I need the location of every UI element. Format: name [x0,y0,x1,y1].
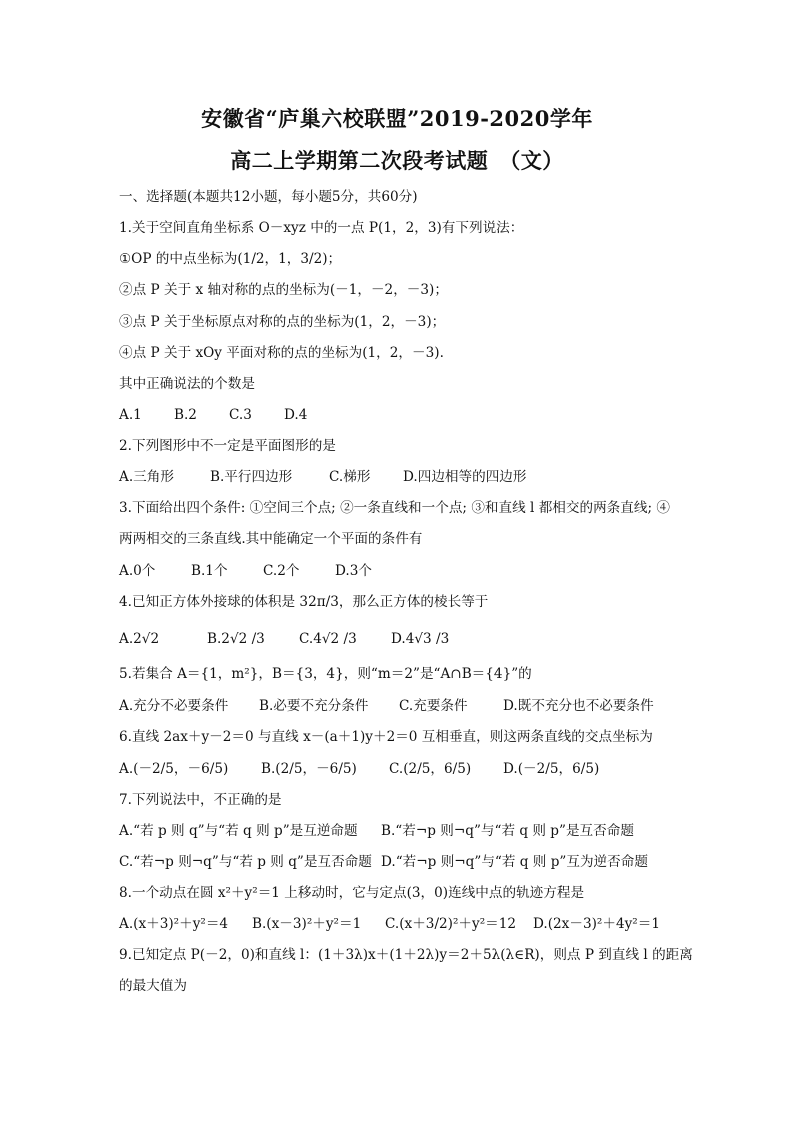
option-d: D.“若¬p 则¬q”与“若 q 则 p”互为逆否命题 [381,854,648,870]
option-d: D.既不充分也不必要条件 [503,698,654,714]
option-d: D.4 [284,407,308,423]
question-1-statement-4: ④点 P 关于 xOy 平面对称的点的坐标为(1，2，－3). [119,345,444,361]
question-3-stem-line-1: 3.下面给出四个条件: ①空间三个点; ②一条直线和一个点; ③和直线 l 都相交的两条直线; ④ [119,500,670,516]
question-7-options-row-1 [119,822,634,840]
question-7-options-row-2 [119,853,648,871]
option-a: A.2√2 [119,631,160,647]
question-2-options [119,468,527,486]
option-a: A.充分不必要条件 [119,698,229,714]
question-6-options [119,760,599,778]
question-1-statement-1: ①OP 的中点坐标为(1/2，1，3/2)； [119,251,342,267]
question-8-options [119,915,660,933]
question-1-statement-3: ③点 P 关于坐标原点对称的点的坐标为(1，2，－3)； [119,314,446,330]
question-9-stem-line-2: 的最大值为 [119,978,187,994]
question-1-stem: 1.关于空间直角坐标系 O－xyz 中的一点 P(1，2，3)有下列说法： [119,220,524,236]
option-a: A.0个 [119,563,156,579]
option-a: A.1 [119,407,142,423]
option-c: C.3 [229,407,252,423]
option-b: B.(x－3)²＋y²＝1 [252,916,362,932]
question-3-options [119,562,372,580]
question-7-stem: 7.下列说法中，不正确的是 [119,792,282,808]
option-b: B.1个 [191,563,228,579]
question-4-stem: 4.已知正方体外接球的体积是 32π/3，那么正方体的棱长等于 [119,594,489,610]
option-c: C.“若¬p 则¬q”与“若 p 则 q”是互否命题 [119,854,372,870]
question-2-stem: 2.下列图形中不一定是平面图形的是 [119,438,336,454]
option-d: D.(2x－3)²＋4y²＝1 [533,916,660,932]
option-c: C.梯形 [329,469,371,485]
option-b: B.必要不充分条件 [259,698,369,714]
option-d: D.(－2/5，6/5) [503,761,600,777]
option-b: B.“若¬p 则¬q”与“若 q 则 p”是互否命题 [381,823,634,839]
question-3-stem-line-2: 两两相交的三条直线.其中能确定一个平面的条件有 [119,531,423,547]
question-1-options [119,406,307,424]
option-c: C.(x＋3/2)²＋y²＝12 [385,916,517,932]
option-c: C.4√2 /3 [299,631,357,647]
option-a: A.三角形 [119,469,174,485]
option-d: D.四边相等的四边形 [403,469,527,485]
exam-title: 安徽省“庐巢六校联盟”2019-2020学年 [201,106,593,131]
question-1-statement-2: ②点 P 关于 x 轴对称的点的坐标为(－1，－2，－3)； [119,282,448,298]
option-b: B.2 [174,407,197,423]
option-a: A.(－2/5，－6/5) [119,761,229,777]
option-c: C.充要条件 [399,698,468,714]
option-a: A.(x＋3)²＋y²＝4 [119,916,229,932]
option-d: D.4√3 /3 [391,631,450,647]
option-b: B.平行四边形 [210,469,293,485]
question-4-options [119,630,449,648]
exam-subtitle: 高二上学期第二次段考试题 （文） [230,148,564,173]
question-8-stem: 8.一个动点在圆 x²＋y²＝1 上移动时，它与定点(3，0)连线中点的轨迹方程是 [119,885,585,901]
option-d: D.3个 [335,563,372,579]
question-6-stem: 6.直线 2ax＋y－2＝0 与直线 x－(a＋1)y＋2＝0 互相垂直，则这两条直线的交点坐标为 [119,729,653,745]
question-9-stem-line-1: 9.已知定点 P(－2，0)和直线 l：(1＋3λ)x＋(1＋2λ)y＝2＋5λ(λ∈R)，则点 P 到直线 l 的距离 [119,947,693,963]
option-b: B.(2/5，－6/5) [261,761,357,777]
option-a: A.“若 p 则 q”与“若 q 则 p”是互逆命题 [119,823,358,839]
option-c: C.(2/5，6/5) [389,761,472,777]
question-5-stem: 5.若集合 A＝{1，m²}，B＝{3，4}，则“m＝2”是“A∩B＝{4}”的 [119,666,532,682]
option-c: C.2个 [263,563,300,579]
question-1-ask: 其中正确说法的个数是 [119,376,255,392]
question-5-options [119,697,654,715]
option-b: B.2√2 /3 [207,631,265,647]
section-heading: 一、选择题(本题共12小题，每小题5分，共60分) [119,189,418,205]
